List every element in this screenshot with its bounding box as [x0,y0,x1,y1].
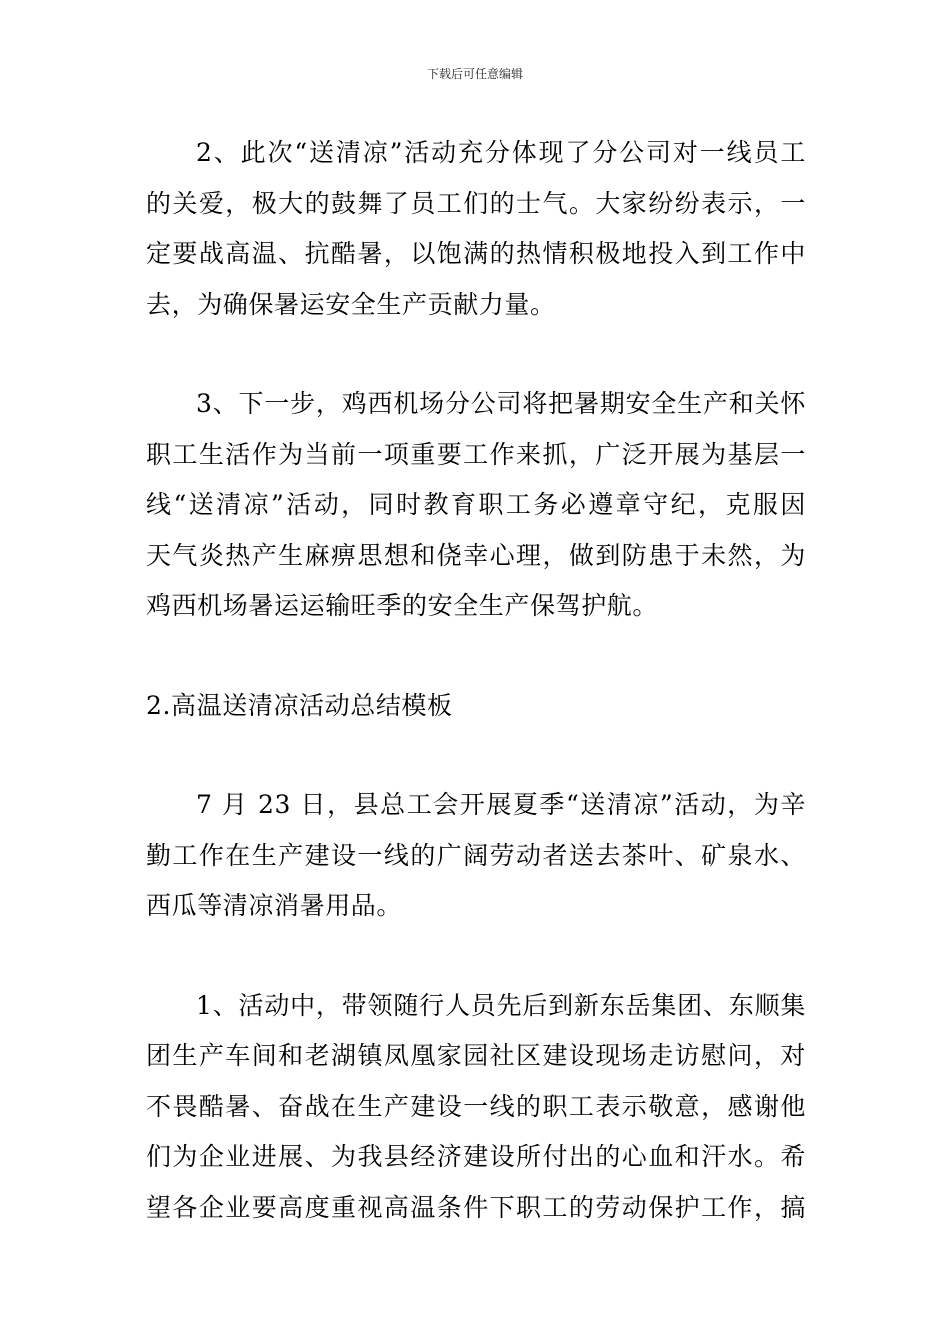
paragraph-line: 3、下一步，鸡西机场分公司将把暑期安全生产和关怀 [196,389,806,418]
paragraph-line: 勤工作在生产建设一线的广阔劳动者送去茶叶、矿泉水、 [146,840,806,870]
paragraph-line: 天气炎热产生麻痹思想和侥幸心理，做到防患于未然，为 [146,540,806,570]
paragraph-line: 的关爱，极大的鼓舞了员工们的士气。大家纷纷表示，一 [146,188,806,218]
paragraph-1 [146,981,806,1234]
paragraph-line: 们为企业进展、为我县经济建设所付出的心血和汗水。希 [146,1142,806,1171]
section-heading: 2.高温送清凉活动总结模板 [146,690,453,720]
paragraph-line: 1、活动中，带领随行人员先后到新东岳集团、东顺集 [196,990,806,1020]
paragraph-line: 定要战高温、抗酷暑，以饱满的热情积极地投入到工作中 [146,239,806,268]
paragraph-line: 职工生活作为当前一项重要工作来抓，广泛开展为基层一 [146,439,806,469]
paragraph-2 [146,128,806,330]
paragraph-3 [146,379,806,632]
document-body [146,128,806,1233]
paragraph-line: 7 月 23 日，县总工会开展夏季“送清凉”活动，为辛 [196,790,806,819]
paragraph-line: 去，为确保暑运安全生产贡献力量。 [146,289,556,319]
page-header: 下载后可任意编辑 [426,67,523,81]
paragraph-intro [146,780,806,932]
paragraph-line: 2、此次“送清凉”活动充分体现了分公司对一线员工 [196,138,806,167]
paragraph-line: 不畏酷暑、奋战在生产建设一线的职工表示敬意，感谢他 [146,1091,806,1121]
paragraph-line: 鸡西机场暑运运输旺季的安全生产保驾护航。 [146,591,659,620]
paragraph-line: 团生产车间和老湖镇凤凰家园社区建设现场走访慰问，对 [146,1041,806,1070]
paragraph-line: 西瓜等清凉消暑用品。 [146,891,403,920]
paragraph-line: 线“送清凉”活动，同时教育职工务必遵章守纪，克服因 [146,490,806,519]
paragraph-line: 望各企业要高度重视高温条件下职工的劳动保护工作，搞 [146,1192,806,1222]
